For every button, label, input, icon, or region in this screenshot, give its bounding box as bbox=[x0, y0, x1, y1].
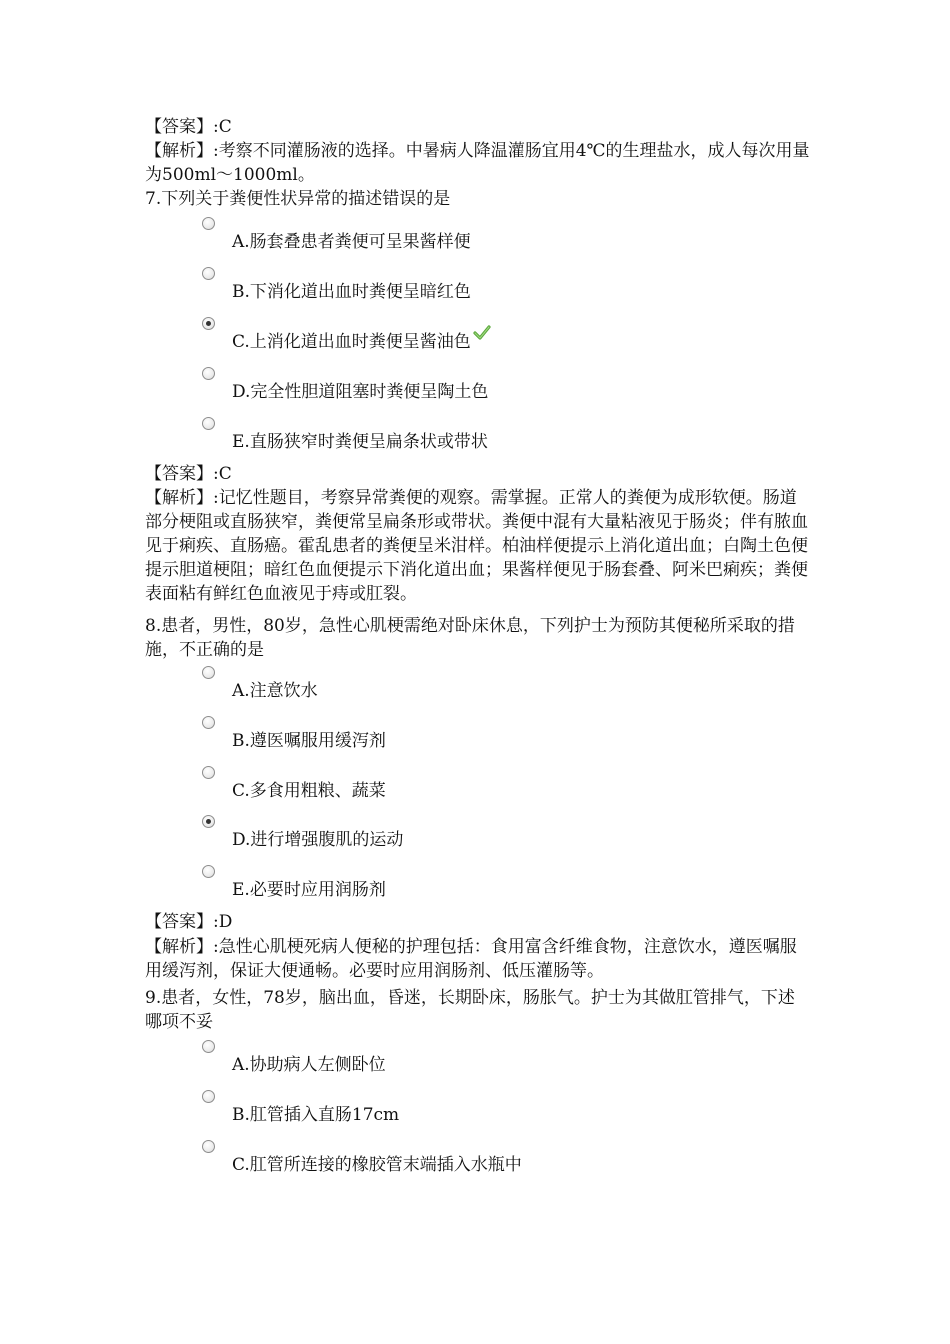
radio-button[interactable] bbox=[202, 766, 215, 779]
q7-stem: 7.下列关于粪便性状异常的描述错误的是 bbox=[145, 189, 451, 209]
radio-button[interactable] bbox=[202, 666, 215, 679]
option-label: A.肠套叠患者粪便可呈果酱样便 bbox=[232, 232, 471, 252]
option-label: A.协助病人左侧卧位 bbox=[232, 1055, 386, 1075]
radio-button[interactable] bbox=[202, 417, 215, 430]
option-label: D.完全性胆道阻塞时粪便呈陶土色 bbox=[232, 382, 489, 402]
option-label: B.遵医嘱服用缓泻剂 bbox=[232, 731, 386, 751]
q7-analysis: 【解析】:记忆性题目，考察异常粪便的观察。需掌握。正常人的粪便为成形软便。肠道部分梗阻或直肠狭窄，粪便常呈扁条形或带状。粪便中混有大量粘液见于肠炎；伴有脓血见于痢疾、直肠癌。霍乱患者的粪便呈米泔样。柏油样便提示上消化道出血；白陶土色便提示胆道梗阻；暗红色血便提示下消化道出血；果酱样便见于肠套叠、阿米巴痢疾；粪便表面粘有鲜红色血液见于痔或肛裂。 bbox=[145, 488, 808, 604]
radio-button[interactable] bbox=[202, 1040, 215, 1053]
option-label: D.进行增强腹肌的运动 bbox=[232, 830, 404, 850]
option-label: A.注意饮水 bbox=[232, 681, 318, 701]
option-label: E.直肠狭窄时粪便呈扁条状或带状 bbox=[232, 432, 488, 452]
q8-analysis: 【解析】:急性心肌梗死病人便秘的护理包括：食用富含纤维食物，注意饮水，遵医嘱服用缓泻剂，保证大便通畅。必要时应用润肠剂、低压灌肠等。 bbox=[145, 937, 797, 981]
radio-button[interactable] bbox=[202, 267, 215, 280]
q9-stem: 9.患者，女性，78岁，脑出血，昏迷，长期卧床，肠胀气。护士为其做肛管排气，下述哪项不妥 bbox=[145, 988, 795, 1032]
radio-button[interactable] bbox=[202, 716, 215, 729]
option-label: C.上消化道出血时粪便呈酱油色 bbox=[232, 332, 471, 352]
option-label: E.必要时应用润肠剂 bbox=[232, 880, 386, 900]
radio-button[interactable] bbox=[202, 865, 215, 878]
radio-button[interactable] bbox=[202, 367, 215, 380]
q6-answer: 【答案】:C bbox=[145, 117, 232, 137]
radio-button-selected[interactable] bbox=[202, 317, 215, 330]
radio-button[interactable] bbox=[202, 217, 215, 230]
option-label: B.肛管插入直肠17cm bbox=[232, 1105, 400, 1125]
q6-analysis: 【解析】:考察不同灌肠液的选择。中暑病人降温灌肠宜用4℃的生理盐水，成人每次用量为500ml～1000ml。 bbox=[145, 141, 810, 185]
check-mark-icon bbox=[473, 324, 491, 340]
radio-button[interactable] bbox=[202, 1090, 215, 1103]
radio-button-selected[interactable] bbox=[202, 815, 215, 828]
q8-stem: 8.患者，男性，80岁，急性心肌梗需绝对卧床休息，下列护士为预防其便秘所采取的措施，不正确的是 bbox=[145, 616, 795, 660]
q7-answer: 【答案】:C bbox=[145, 464, 232, 484]
radio-button[interactable] bbox=[202, 1140, 215, 1153]
option-label: C.多食用粗粮、蔬菜 bbox=[232, 781, 386, 801]
q8-answer: 【答案】:D bbox=[145, 912, 233, 932]
option-label: B.下消化道出血时粪便呈暗红色 bbox=[232, 282, 471, 302]
option-label: C.肛管所连接的橡胶管末端插入水瓶中 bbox=[232, 1155, 522, 1175]
